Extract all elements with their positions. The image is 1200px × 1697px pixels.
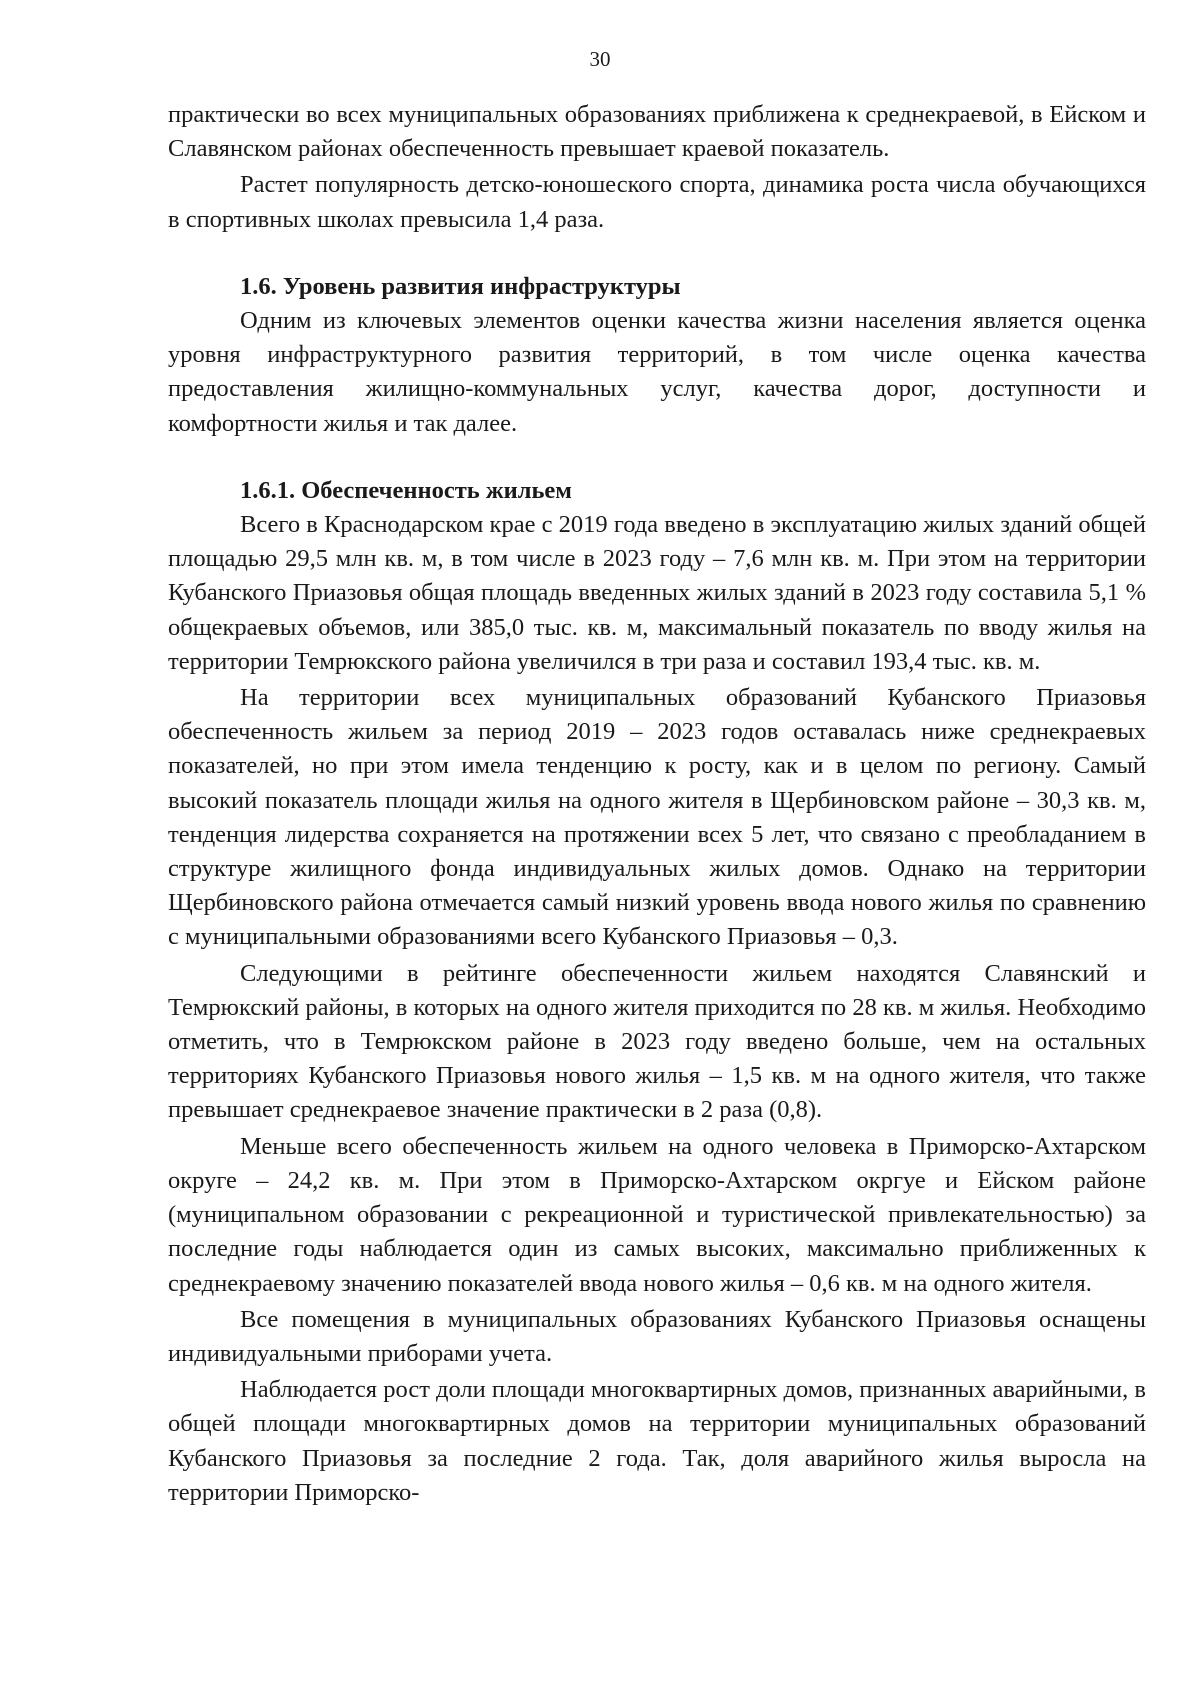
page-number: 30	[589, 47, 611, 71]
paragraph-housing-provision: На территории всех муниципальных образований Кубанского Приазовья обеспеченность жильем за период 2019 – 2023 годов оставалась ниже среднекраевых показателей, но при этом имела тенденцию к росту, как и в целом по региону. Самый высокий показатель площади жилья на одного жителя в Щербиновском районе – 30,3 кв. м, тенденция лидерства сохраняется на протяжении всех 5 лет, что связано с преобладанием в структуре жилищного фонда индивидуальных жилых домов. Однако на территории Щербиновского района отмечается самый низкий уровень ввода нового жилья по сравнению с муниципальными образованиями всего Кубанского Приазовья – 0,3.	[168, 684, 1146, 951]
subsection-heading-housing: 1.6.1. Обеспеченность жильем	[240, 476, 572, 504]
paragraph-metering: Все помещения в муниципальных образованиях Кубанского Приазовья оснащены индивидуальными приборами учета.	[168, 1305, 1146, 1367]
paragraph-housing-commissioning: Всего в Краснодарском крае с 2019 года введено в эксплуатацию жилых зданий общей площадью 29,5 млн кв. м, в том числе в 2023 году – 7,6 млн кв. м. При этом на территории Кубанского Приазовья общая площадь введенных жилых зданий в 2023 году составила 5,1 % общекраевых объемов, или 385,0 тыс. кв. м, максимальный показатель по вводу жилья на территории Темрюкского района увеличился в три раза и составил 193,4 тыс. кв. м.	[168, 511, 1146, 675]
paragraph-continuation: практически во всех муниципальных образованиях приближена к среднекраевой, в Ейском и Славянском районах обеспеченность превышает краевой показатель.	[168, 101, 1146, 163]
paragraph-youth-sport: Растет популярность детско-юношеского спорта, динамика роста числа обучающихся в спортивных школах превысила 1,4 раза.	[168, 171, 1146, 233]
document-body	[168, 98, 1146, 1510]
paragraph-housing-ranking: Следующими в рейтинге обеспеченности жильем находятся Славянский и Темрюкский районы, в которых на одного жителя приходится по 28 кв. м жилья. Необходимо отметить, что в Темрюкском районе в 2023 году введено больше, чем на остальных территориях Кубанского Приазовья нового жилья – 1,5 кв. м на одного жителя, что также превышает среднекраевое значение практически в 2 раза (0,8).	[168, 959, 1146, 1124]
paragraph-housing-lowest: Меньше всего обеспеченность жильем на одного человека в Приморско-Ахтарском округе – 24,2 кв. м. При этом в Приморско-Ахтарском окргуе и Ейском районе (муниципальном образовании с рекреационной и туристической привлекательностью) за последние годы наблюдается один из самых высоких, максимально приближенных к среднекраевому значению показателей ввода нового жилья – 0,6 кв. м на одного жителя.	[168, 1132, 1146, 1297]
paragraph-infrastructure-intro: Одним из ключевых элементов оценки качества жизни населения является оценка уровня инфраструктурного развития территорий, в том числе оценка качества предоставления жилищно-коммунальных услуг, качества дорог, доступности и комфортности жилья и так далее.	[168, 307, 1146, 437]
section-heading-infrastructure: 1.6. Уровень развития инфраструктуры	[240, 272, 681, 300]
paragraph-emergency-housing: Наблюдается рост доли площади многоквартирных домов, признанных аварийными, в общей площади многоквартирных домов на территории муниципальных образований Кубанского Приазовья за последние 2 года. Так, доля аварийного жилья выросла на территории Приморско-	[168, 1376, 1146, 1506]
